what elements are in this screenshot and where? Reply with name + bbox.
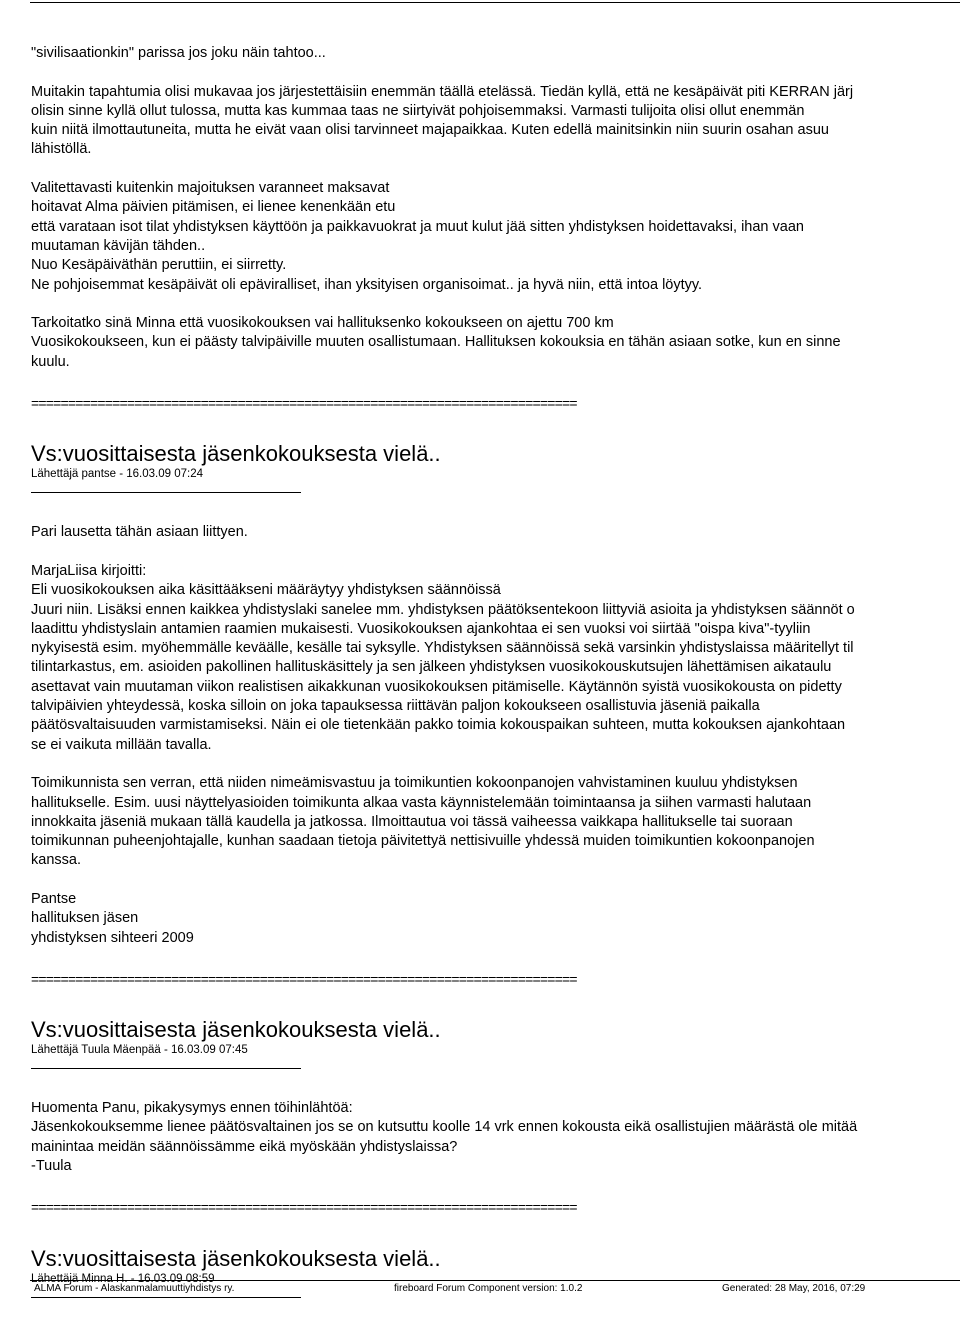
- text-line: päätösvaltaisuuden varmistamiseksi. Näin ei ole tietenkään pakko toimia kokouspaikan suhteen, mutta kokouksen ajankohtaan: [31, 717, 846, 734]
- text-line: Muitakin tapahtumia olisi mukavaa jos järjestettäisiin enemmän täällä etelässä. Tiedän kyllä, että ne kesäpäivät piti KERRAN järj: [31, 83, 854, 100]
- text-line: kuin niitä ilmottautuneita, mutta he eivät vaan olisi tarvinneet majapaikkaa. Kuten edellä mainitsinkin niin suurin osahan asuu: [31, 122, 829, 139]
- text-line: asettavat vain muutaman viikon realistisen aikakkunan vuosikokouksen pitämiselle. Käytännön syistä vuosikokousta on pidetty: [31, 678, 842, 695]
- text-line: [31, 295, 960, 314]
- footer-divider: [30, 1280, 960, 1281]
- text-line: että varataan isot tilat yhdistyksen käyttöön ja paikkavuokrat ja muut kulut jää sitten yhdistyksen hoidettavaksi, ihan vaan: [31, 218, 804, 235]
- text-line: [31, 543, 960, 562]
- text-line: Pari lausetta tähän asiaan liittyen.: [31, 524, 248, 541]
- top-divider: [30, 2, 960, 3]
- text-line: Tarkoitatko sinä Minna että vuosikokouksen vai hallituksenko kokoukseen on ajettu 700 km: [31, 315, 614, 332]
- text-line: [31, 871, 960, 890]
- text-line: [31, 63, 960, 82]
- post-title: Vs:vuosittaisesta jäsenkokouksesta vielä..: [31, 1245, 441, 1271]
- text-line: [31, 160, 960, 179]
- text-line: Nuo Kesäpäiväthän peruttiin, ei siirretty.: [31, 257, 287, 274]
- footer-site-name: ALMA Forum - Alaskanmalamuuttiyhdistys ry.: [34, 1283, 235, 1294]
- text-line: [31, 755, 960, 774]
- post-separator: ==========================================================================: [31, 1199, 577, 1216]
- text-line: olisin sinne kyllä ollut tulossa, mutta kas kummaa taas ne siirtyivät pohjoisemmaksi. Varmasti tulijoita olisi ollut enemmän: [31, 102, 805, 119]
- text-line: -Tuula: [31, 1158, 72, 1175]
- text-line: tilintarkastus, em. asioiden pakollinen hallituskäsittely ja sen jälkeen yhdistyksen vuosikokouskutsujen lähettämisen aikataulu: [31, 659, 832, 676]
- post: [31, 441, 960, 948]
- post: [31, 1017, 960, 1176]
- text-line: Juuri niin. Lisäksi ennen kaikkea yhdistyslaki sanelee mm. yhdistyksen päätöksentekoon liittyviä asioita ja yhdistyksen säännöt o: [31, 601, 855, 618]
- text-line: talvipäivien yhteydessä, koska silloin on joka tapauksessa riittävän paljon kokoukseen osallistuvia jäseniä paikalla: [31, 698, 760, 715]
- post-author-meta: Lähettäjä Minna H. - 16.03.09 08:59: [31, 1272, 215, 1285]
- text-line: Pantse: [31, 890, 77, 907]
- post-title: Vs:vuosittaisesta jäsenkokouksesta vielä..: [31, 1017, 441, 1043]
- post-separator: ==========================================================================: [31, 395, 577, 412]
- text-line: toimikunnan puheenjohtajalle, kunhan saadaan tietoja päivitettyä nettisivuille yhdessä muiden toimikuntien kokoonpanojen: [31, 833, 815, 850]
- text-line: mainintaa meidän säännöissämme eikä myöskään yhdistyslaissa?: [31, 1138, 458, 1155]
- text-line: Vuosikokoukseen, kun ei päästy talvipäiville muuten osallistumaan. Hallituksen kokouksia en tähän asiaan sotke, kun en sinne: [31, 334, 841, 351]
- text-line: hoitavat Alma päivien pitämisen, ei lienee kenenkään etu: [31, 199, 396, 216]
- text-line: nykyisestä esim. myöhemmälle keväälle, kesälle tai syksylle. Yhdistyksen säännöissä sekä varsinkin yhdistyslaissa määritellyt til: [31, 640, 854, 657]
- post-divider: [31, 1068, 301, 1069]
- text-line: innokkaita jäseniä mukaan tällä kaudella ja jatkossa. Ilmoittautua voi tässä vaiheessa vaikkapa hallitukselle tai suoraan: [31, 813, 793, 830]
- forum-thread: [31, 44, 960, 1328]
- post-body: [31, 1099, 960, 1176]
- text-line: hallitukselle. Esim. uusi näyttelyasioiden toimikunta alkaa vasta käynnistelemään toimintaansa ja siihen varmasti halutaan: [31, 794, 812, 811]
- text-line: Valitettavasti kuitenkin majoituksen varanneet maksavat: [31, 180, 390, 197]
- text-line: se ei vaikuta millään tavalla.: [31, 736, 212, 753]
- post-separator: ==========================================================================: [31, 970, 577, 987]
- text-line: yhdistyksen sihteeri 2009: [31, 929, 194, 946]
- text-line: muutaman kävijän tähden..: [31, 237, 206, 254]
- post-divider: [31, 492, 301, 493]
- post-author-meta: Lähettäjä Tuula Mäenpää - 16.03.09 07:45: [31, 1044, 248, 1057]
- text-line: "sivilisaationkin" parissa jos joku näin tahtoo...: [31, 45, 326, 61]
- post-title: Vs:vuosittaisesta jäsenkokouksesta vielä..: [31, 441, 441, 467]
- text-line: Toimikunnista sen verran, että niiden nimeämisvastuu ja toimikuntien kokoonpanojen vahvistaminen kuuluu yhdistyksen: [31, 775, 798, 792]
- text-line: kanssa.: [31, 852, 81, 869]
- post-author-meta: Lähettäjä pantse - 16.03.09 07:24: [31, 468, 204, 481]
- text-line: Huomenta Panu, pikakysymys ennen töihinlähtöä:: [31, 1100, 353, 1117]
- text-line: Ne pohjoisemmat kesäpäivät oli epäviralliset, ihan yksityisen organisoimat.. ja hyvä niin, että intoa löytyy.: [31, 276, 703, 293]
- post-body: [31, 523, 960, 948]
- text-line: Eli vuosikokouksen aika käsittääkseni määräytyy yhdistyksen säännöissä: [31, 582, 501, 599]
- text-line: Jäsenkokouksemme lienee päätösvaltainen jos se on kutsuttu koolle 14 vrk ennen kokousta eikä osallistujien määrästä ole mitää: [31, 1119, 858, 1136]
- text-line: lähistöllä.: [31, 141, 92, 158]
- text-line: kuulu.: [31, 353, 70, 370]
- text-line: MarjaLiisa kirjoitti:: [31, 562, 147, 579]
- footer-component-version: fireboard Forum Component version: 1.0.2: [394, 1283, 583, 1294]
- text-line: hallituksen jäsen: [31, 910, 139, 927]
- text-line: laadittu yhdistyslain antamien raamien mukaisesti. Vuosikokouksen ajankohtaa ei sen vuoksi voi siirtää "oispa kiva"-tyyliin: [31, 620, 811, 637]
- footer-generated-date: Generated: 28 May, 2016, 07:29: [722, 1283, 866, 1294]
- intro-text: [31, 44, 960, 372]
